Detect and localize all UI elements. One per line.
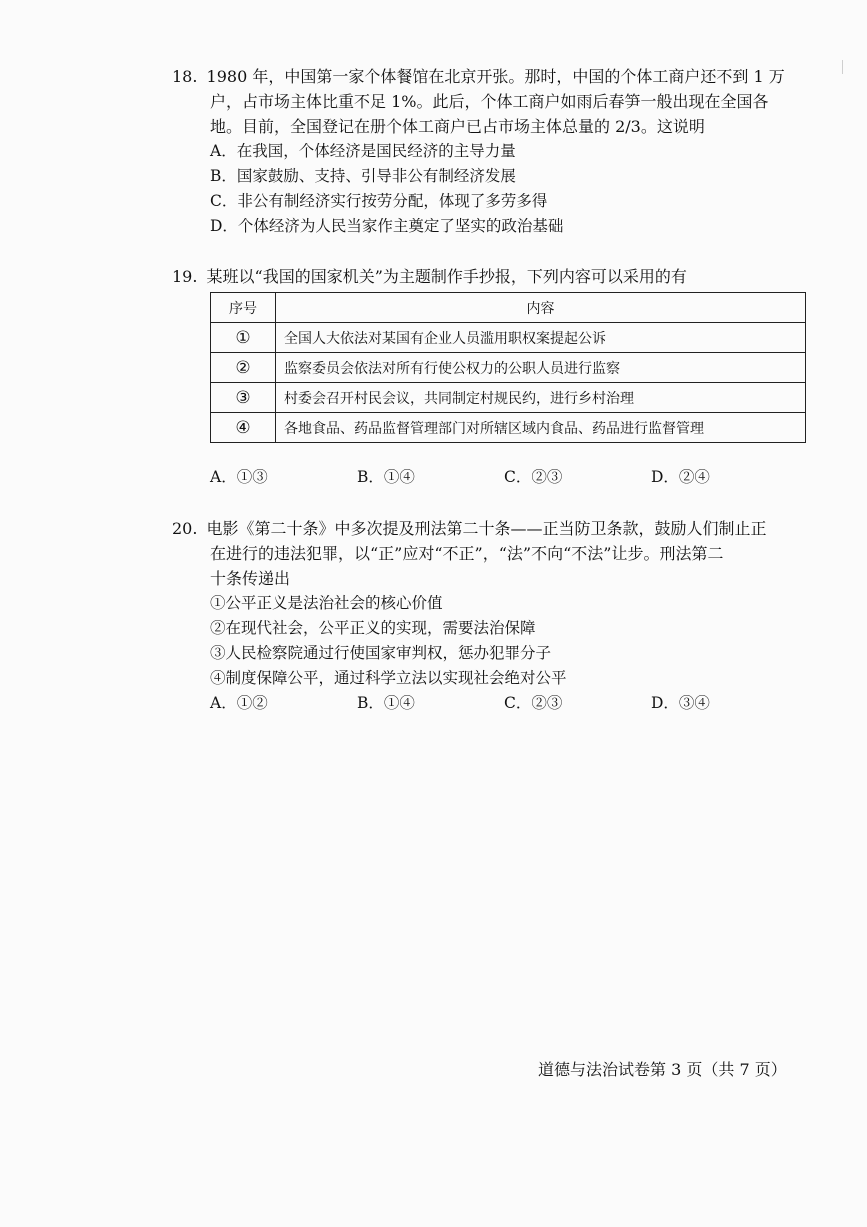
- q20-option-d: D．③④: [651, 694, 710, 712]
- table-cell-content: 各地食品、药品监督管理部门对所辖区域内食品、药品进行监督管理: [276, 413, 806, 443]
- q18-stem-line-2: 户，占市场主体比重不足 1%。此后，个体工商户如雨后春笋一般出现在全国各: [210, 92, 769, 111]
- q20-option-c: C．②③: [504, 694, 563, 712]
- q19-option-c: C．②③: [504, 468, 563, 486]
- table-row: [211, 383, 806, 413]
- q19-option-d: D．②④: [651, 468, 710, 486]
- q19-options-row: [172, 465, 812, 490]
- table-row: [211, 413, 806, 443]
- q18-option-b: B．国家鼓励、支持、引导非公有制经济发展: [210, 167, 516, 185]
- question-18: [172, 64, 812, 239]
- table-row: [211, 323, 806, 353]
- scan-edge-mark: [842, 60, 843, 74]
- q19-table: [210, 292, 806, 443]
- q19-number: 19.: [172, 267, 198, 286]
- table-header-content: 内容: [276, 293, 806, 323]
- page-footer: 道德与法治试卷第 3 页（共 7 页）: [538, 1060, 787, 1079]
- table-cell-content: 全国人大依法对某国有企业人员滥用职权案提起公诉: [276, 323, 806, 353]
- q19-options: [172, 465, 812, 490]
- q20-options-row: [172, 691, 812, 716]
- q20-statement-1: ①公平正义是法治社会的核心价值: [210, 594, 443, 612]
- table-cell-num: ①: [211, 323, 276, 353]
- q20-stem-line-1: 20. 电影《第二十条》中多次提及刑法第二十条——正当防卫条款，鼓励人们制止正: [172, 516, 812, 541]
- q18-stem-line-1: 18. 1980 年，中国第一家个体餐馆在北京开张。那时，中国的个体工商户还不到 1 万: [172, 64, 812, 89]
- q20-option-b: B．①④: [357, 694, 415, 712]
- q19-option-b: B．①④: [357, 468, 415, 486]
- q18-option-c: C．非公有制经济实行按劳分配，体现了多劳多得: [210, 192, 548, 210]
- q20-stem-line-2: 在进行的违法犯罪，以“正”应对“不正”，“法”不向“不法”让步。刑法第二: [210, 544, 724, 563]
- q19-option-a: A．①③: [210, 468, 268, 486]
- q20-option-a: A．①②: [210, 694, 268, 712]
- q18-option-a: A．在我国，个体经济是国民经济的主导力量: [210, 142, 516, 160]
- table-cell-content: 监察委员会依法对所有行使公权力的公职人员进行监察: [276, 353, 806, 383]
- table-cell-num: ④: [211, 413, 276, 443]
- q18-number: 18.: [172, 67, 198, 86]
- q20-statement-2: ②在现代社会，公平正义的实现，需要法治保障: [210, 619, 536, 637]
- question-20: [172, 516, 812, 716]
- q20-stem-line-3: 十条传递出: [210, 569, 291, 588]
- table-cell-content: 村委会召开村民会议，共同制定村规民约，进行乡村治理: [276, 383, 806, 413]
- question-19: [172, 264, 812, 289]
- q20-statement-3: ③人民检察院通过行使国家审判权，惩办犯罪分子: [210, 644, 552, 662]
- q19-stem: 19. 某班以“我国的国家机关”为主题制作手抄报，下列内容可以采用的有: [172, 264, 812, 289]
- table-header-row: [211, 293, 806, 323]
- q20-number: 20.: [172, 519, 198, 538]
- q20-statement-4: ④制度保障公平，通过科学立法以实现社会绝对公平: [210, 669, 567, 687]
- table-cell-num: ②: [211, 353, 276, 383]
- q18-stem-line-3: 地。目前，全国登记在册个体工商户已占市场主体总量的 2/3。这说明: [210, 117, 705, 136]
- q18-option-d: D．个体经济为人民当家作主奠定了坚实的政治基础: [210, 217, 564, 235]
- table-row: [211, 353, 806, 383]
- table-header-num: 序号: [211, 293, 276, 323]
- table-cell-num: ③: [211, 383, 276, 413]
